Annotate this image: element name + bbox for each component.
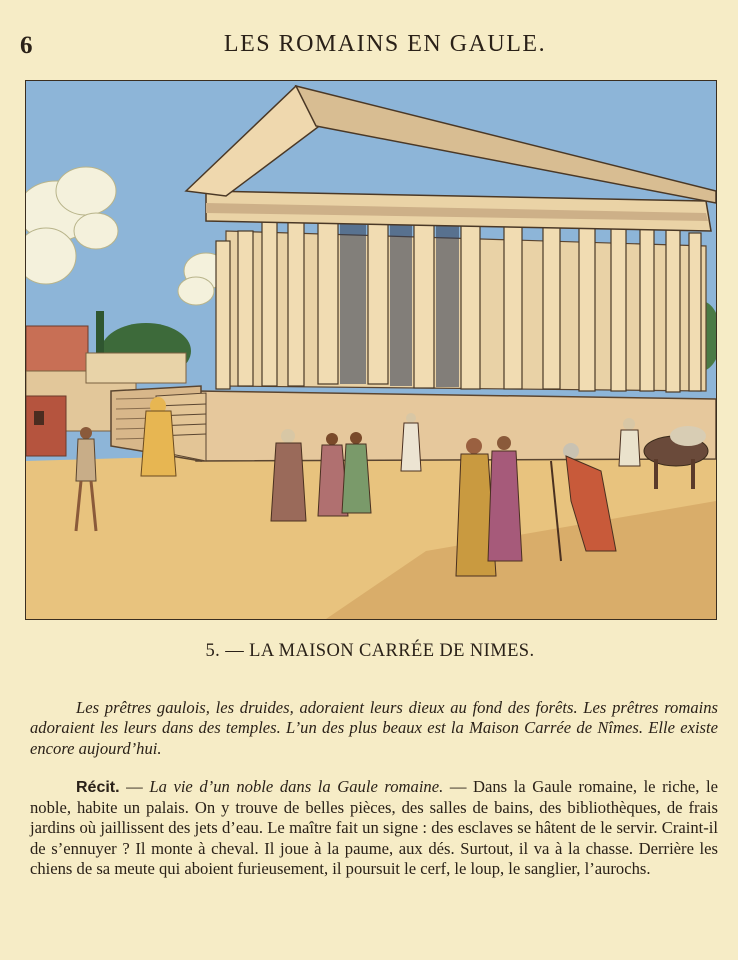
recit-body: — Dans la Gaule romaine, le riche, le noble, habite un palais. On y trouve de belles pièces, des salles de bains, des bibliothèques, de frais jardins où jaillissent des jets d’eau. Le maître fait un signe : des esclaves se hâtent de le servir. Craint-il de s’ennuyer ? Il monte à cheval. Il joue à la paume, aux dés. Surtout, il va à la chasse. Derrière les chiens de sa meute qui aboient furieusement, il poursuit le cerf, le loup, le sanglier, l’aurochs. (30, 776, 719, 879)
figure-man-robe (271, 429, 306, 521)
page-number: 6 (20, 32, 33, 59)
intro-paragraph: Les prêtres gaulois, les druides, adoraient leurs dieux au fond des forêts. Les prêtres romains adoraient les leurs dans des temples. L’un des plus beaux est la Maison Carrée de Nîmes. Elle existe encore aujourd’hui. (30, 697, 718, 758)
running-head: LES ROMAINS EN GAULE. (223, 31, 547, 57)
recit-paragraph (30, 777, 718, 880)
recit-dash: — (119, 776, 150, 796)
recit-label: Récit. (76, 778, 120, 796)
figure-caption: 5. — LA MAISON CARRÉE DE NIMES. (205, 641, 535, 661)
temple-illustration (25, 80, 717, 620)
recit-subtitle: La vie d’un noble dans la Gaule romaine. (149, 776, 444, 796)
